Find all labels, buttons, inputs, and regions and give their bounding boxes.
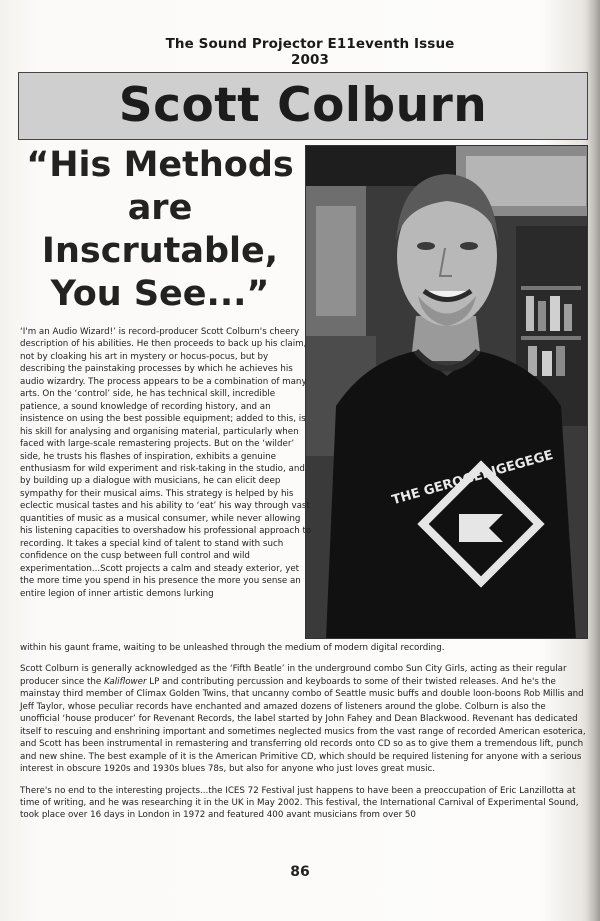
- page-number: 86: [290, 864, 310, 880]
- article-subtitle: [20, 144, 300, 316]
- issue-header: The Sound Projector E11eventh Issue 2003: [165, 36, 455, 68]
- subtitle-line: Inscrutable,: [41, 231, 279, 271]
- body-paragraph-3: There's no end to the interesting projects...the ICES 72 Festival just happens to have been a preoccupation of Eric Lanzillotta at time of writing, and he was researching it in the UK in May 2002. This festival, the International Carnival of Experimental Sound, took place over 16 days in London in 1972 and featured 400 avant musicians from over 50: [20, 785, 579, 821]
- title-banner: [18, 72, 588, 140]
- intro-paragraph: ‘I'm an Audio Wizard!’ is record-producer Scott Colburn's cheery description of his abilities. He then proceeds to back up his claim, not by cloaking his art in mystery or hocus-pocus, but by describing the painstaking processes by which he achieves his audio wizardry. The process appears to be a combination of many arts. On the ‘control’ side, he has technical skill, incredible patience, a sound knowledge of recording history, and an insistence on using the best possible equipment; added to this, is his skill for analysing and organising material, particularly when faced with large-scale remastering projects. But on the ‘wilder’ side, he trusts his flashes of inspiration, exhibits a genuine enthusiasm for wild experiment and risk-taking in the studio, and by building up a dialogue with musicians, he can elicit deep sympathy for their musical aims. This strategy is helped by his eclectic musical tastes and his ability to ‘eat’ his way through vast quantities of music as a musical consumer, while never allowing his listening capacities to overshadow his professional approach to recording. It takes a special kind of talent to stand with such confidence on the cusp between full control and wild experimentation...Scott projects a calm and steady exterior, yet the more time you spend in his presence the more you sense an entire legion of inner artistic demons lurking: [20, 327, 312, 599]
- portrait-illustration: [306, 146, 588, 639]
- subtitle-line: “His Methods: [26, 145, 294, 185]
- subtitle-line: You See...”: [50, 274, 270, 314]
- subtitle-line: are: [127, 188, 193, 228]
- page-edge-shadow: [586, 0, 600, 921]
- article-title: Scott Colburn: [118, 78, 488, 133]
- intro-continuation: within his gaunt frame, waiting to be unleashed through the medium of modern digital recording.: [20, 643, 445, 653]
- intro-column: [20, 326, 312, 600]
- body-paragraph-2: Scott Colburn is generally acknowledged as the ‘Fifth Beatle’ in the underground combo Sun City Girls, acting as their regular producer since the Kaliflower LP and contributing percussion and keyboards to some of their twisted releases. And he's the mainstay third member of Climax Golden Twins, that uncanny combo of Seattle music buffs and double loon-boons Rob Millis and Jeff Taylor, whose peculiar records have enchanted and amazed dozens of listeners around the globe. Colburn is also the unofficial ‘house producer’ for Revenant Records, the label started by John Fahey and Dean Blackwood. Revenant has dedicated itself to rescuing and enshrining important and sometimes neglected musics from the vast range of recorded American esoterica, and Scott has been instrumental in remastering and transferring old records onto CD so as to give them a tremendous lift, punch and new shine. The best example of it is the American Primitive CD, which should be required listening for anyone with a serious interest in obscure 1920s and 1930s blues 78s, but also for anyone who just loves great music.: [20, 664, 586, 775]
- shirt-print-text: THE GEROGERIGEGEGE: [390, 447, 555, 509]
- main-body: [20, 642, 588, 831]
- portrait-photo: [305, 145, 588, 639]
